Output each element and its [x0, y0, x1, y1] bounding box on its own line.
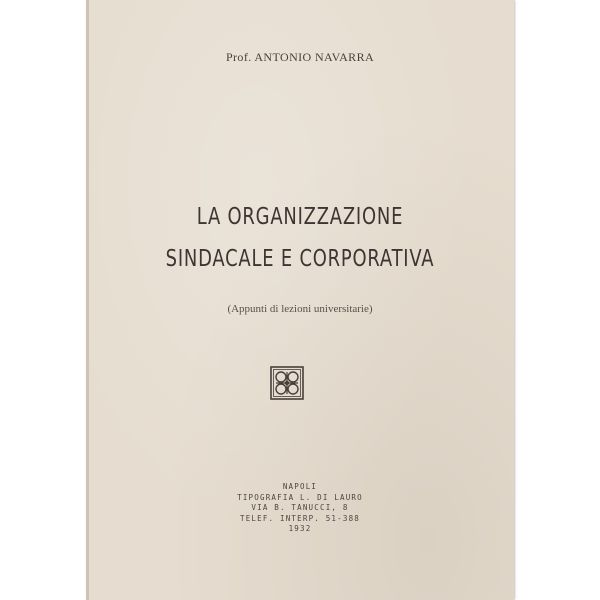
publication-year: 1932: [288, 524, 312, 533]
publisher-phone: TELEF. INTERP. 51-388: [239, 513, 361, 523]
ornament-icon: [270, 366, 304, 400]
publisher-city: NAPOLI: [282, 482, 318, 491]
book-title: [133, 196, 467, 280]
title-line-1: LA ORGANIZZAZIONE: [196, 204, 404, 230]
title-line-2: SINDACALE E CORPORATIVA: [165, 246, 435, 272]
publisher-printer: TIPOGRAFIA L. DI LAURO: [237, 492, 363, 502]
book-cover-page: [86, 0, 514, 600]
author-name: Prof. ANTONIO NAVARRA: [225, 50, 375, 64]
publisher-block: [86, 482, 514, 535]
subtitle: (Appunti di lezioni universitarie): [227, 303, 373, 315]
publisher-address: VIA B. TANUCCI, 8: [251, 503, 349, 512]
